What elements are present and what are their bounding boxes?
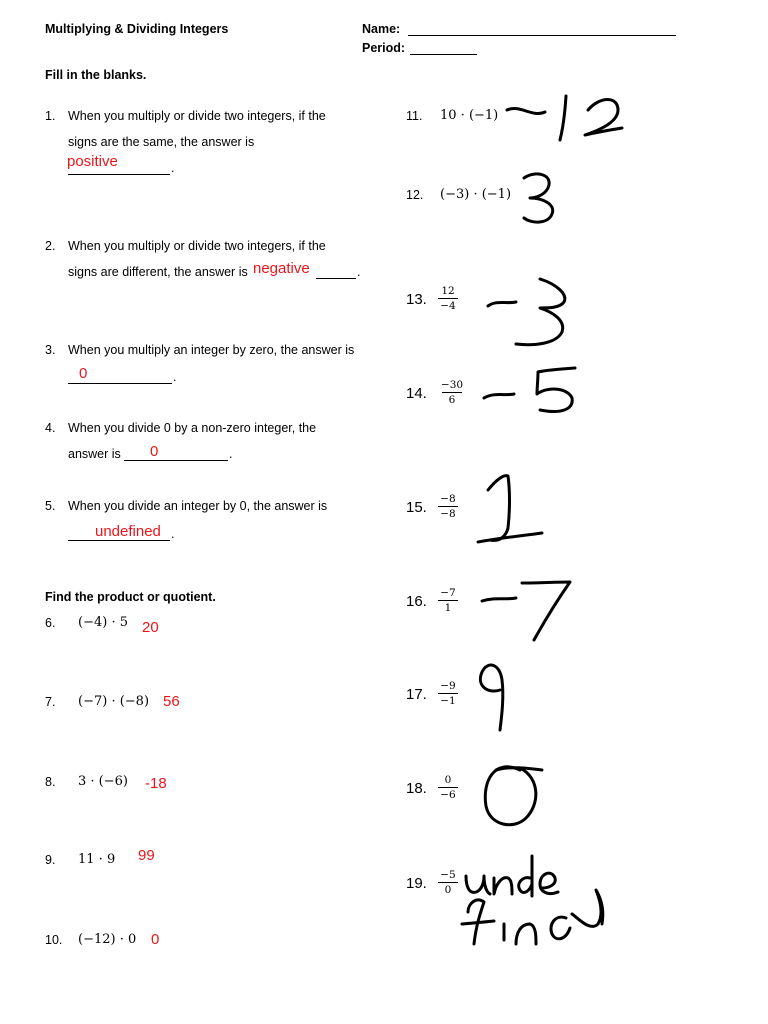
math-expression: 10 · (−1) <box>440 108 499 123</box>
question-number: 4. <box>45 421 56 435</box>
handwritten-answer-14 <box>484 368 575 412</box>
answer-text: negative <box>253 260 310 277</box>
answer-text: -18 <box>145 775 167 792</box>
question-number: 2. <box>45 239 56 253</box>
question-text: When you divide 0 by a non-zero integer, the <box>68 421 317 435</box>
fraction: 12 −4 <box>435 285 461 312</box>
math-expression: 3 · (−6) <box>78 774 128 789</box>
handwritten-answer-11 <box>507 96 622 140</box>
period-label: Period: <box>362 41 406 55</box>
answer-text: undefined <box>95 523 161 540</box>
handwritten-answer-13 <box>488 279 565 345</box>
products-heading: Find the product or quotient. <box>45 590 216 604</box>
answer-text: positive <box>67 153 118 170</box>
question-number: 18. <box>406 780 427 797</box>
question-number: 14. <box>406 385 427 402</box>
handwritten-answer-12 <box>524 174 553 222</box>
math-expression: (−12) · 0 <box>78 932 137 947</box>
fraction: −30 6 <box>440 379 464 406</box>
handwritten-answer-16 <box>482 582 570 640</box>
question-number: 19. <box>406 875 427 892</box>
worksheet-title: Multiplying & Dividing Integers <box>45 22 229 36</box>
question-number: 15. <box>406 499 427 516</box>
question-number: 16. <box>406 593 427 610</box>
fraction: −5 0 <box>435 869 461 896</box>
question-text: When you divide an integer by 0, the answer is <box>68 499 328 513</box>
question-number: 8. <box>45 775 56 789</box>
answer-text: 56 <box>163 693 180 710</box>
answer-text: 20 <box>142 619 159 636</box>
fraction: 0 −6 <box>435 774 461 801</box>
handwritten-answer-18 <box>485 767 542 825</box>
answer-text: 0 <box>79 365 88 382</box>
answer-text: 99 <box>138 847 155 864</box>
question-number: 3. <box>45 343 56 357</box>
period-mark: . <box>171 161 175 175</box>
answer-text: 0 <box>151 931 160 948</box>
question-number: 17. <box>406 686 427 703</box>
name-label: Name: <box>362 22 401 36</box>
answer-text: 0 <box>150 443 159 460</box>
period-mark: . <box>229 447 233 461</box>
fraction: −9 −1 <box>435 680 461 707</box>
math-expression: (−3) · (−1) <box>440 187 512 202</box>
handwritten-answer-19 <box>462 856 603 944</box>
question-number: 10. <box>45 933 63 947</box>
question-number: 12. <box>406 188 424 202</box>
question-number: 11. <box>406 109 423 123</box>
fraction: −8 −8 <box>435 493 461 520</box>
question-number: 5. <box>45 499 56 513</box>
fraction: −7 1 <box>435 587 461 614</box>
handwritten-answer-15 <box>478 476 542 542</box>
question-number: 7. <box>45 695 56 709</box>
question-text: When you multiply or divide two integers, if the <box>68 239 326 253</box>
question-text: signs are the same, the answer is <box>68 135 255 149</box>
question-number: 6. <box>45 616 56 630</box>
period-mark: . <box>173 370 177 384</box>
question-number: 1. <box>45 109 56 123</box>
fill-blanks-heading: Fill in the blanks. <box>45 68 147 82</box>
handwritten-answer-17 <box>480 665 502 730</box>
question-number: 9. <box>45 853 56 867</box>
question-text: When you multiply or divide two integers, if the <box>68 109 326 123</box>
math-expression: (−4) · 5 <box>78 615 128 630</box>
question-text: When you multiply an integer by zero, the answer is <box>68 343 355 357</box>
question-text: answer is <box>68 447 121 461</box>
question-text: signs are different, the answer is <box>68 265 248 279</box>
question-number: 13. <box>406 291 427 308</box>
math-expression: (−7) · (−8) <box>78 694 150 709</box>
period-mark: . <box>357 265 361 279</box>
math-expression: 11 · 9 <box>78 852 116 867</box>
period-mark: . <box>171 527 175 541</box>
